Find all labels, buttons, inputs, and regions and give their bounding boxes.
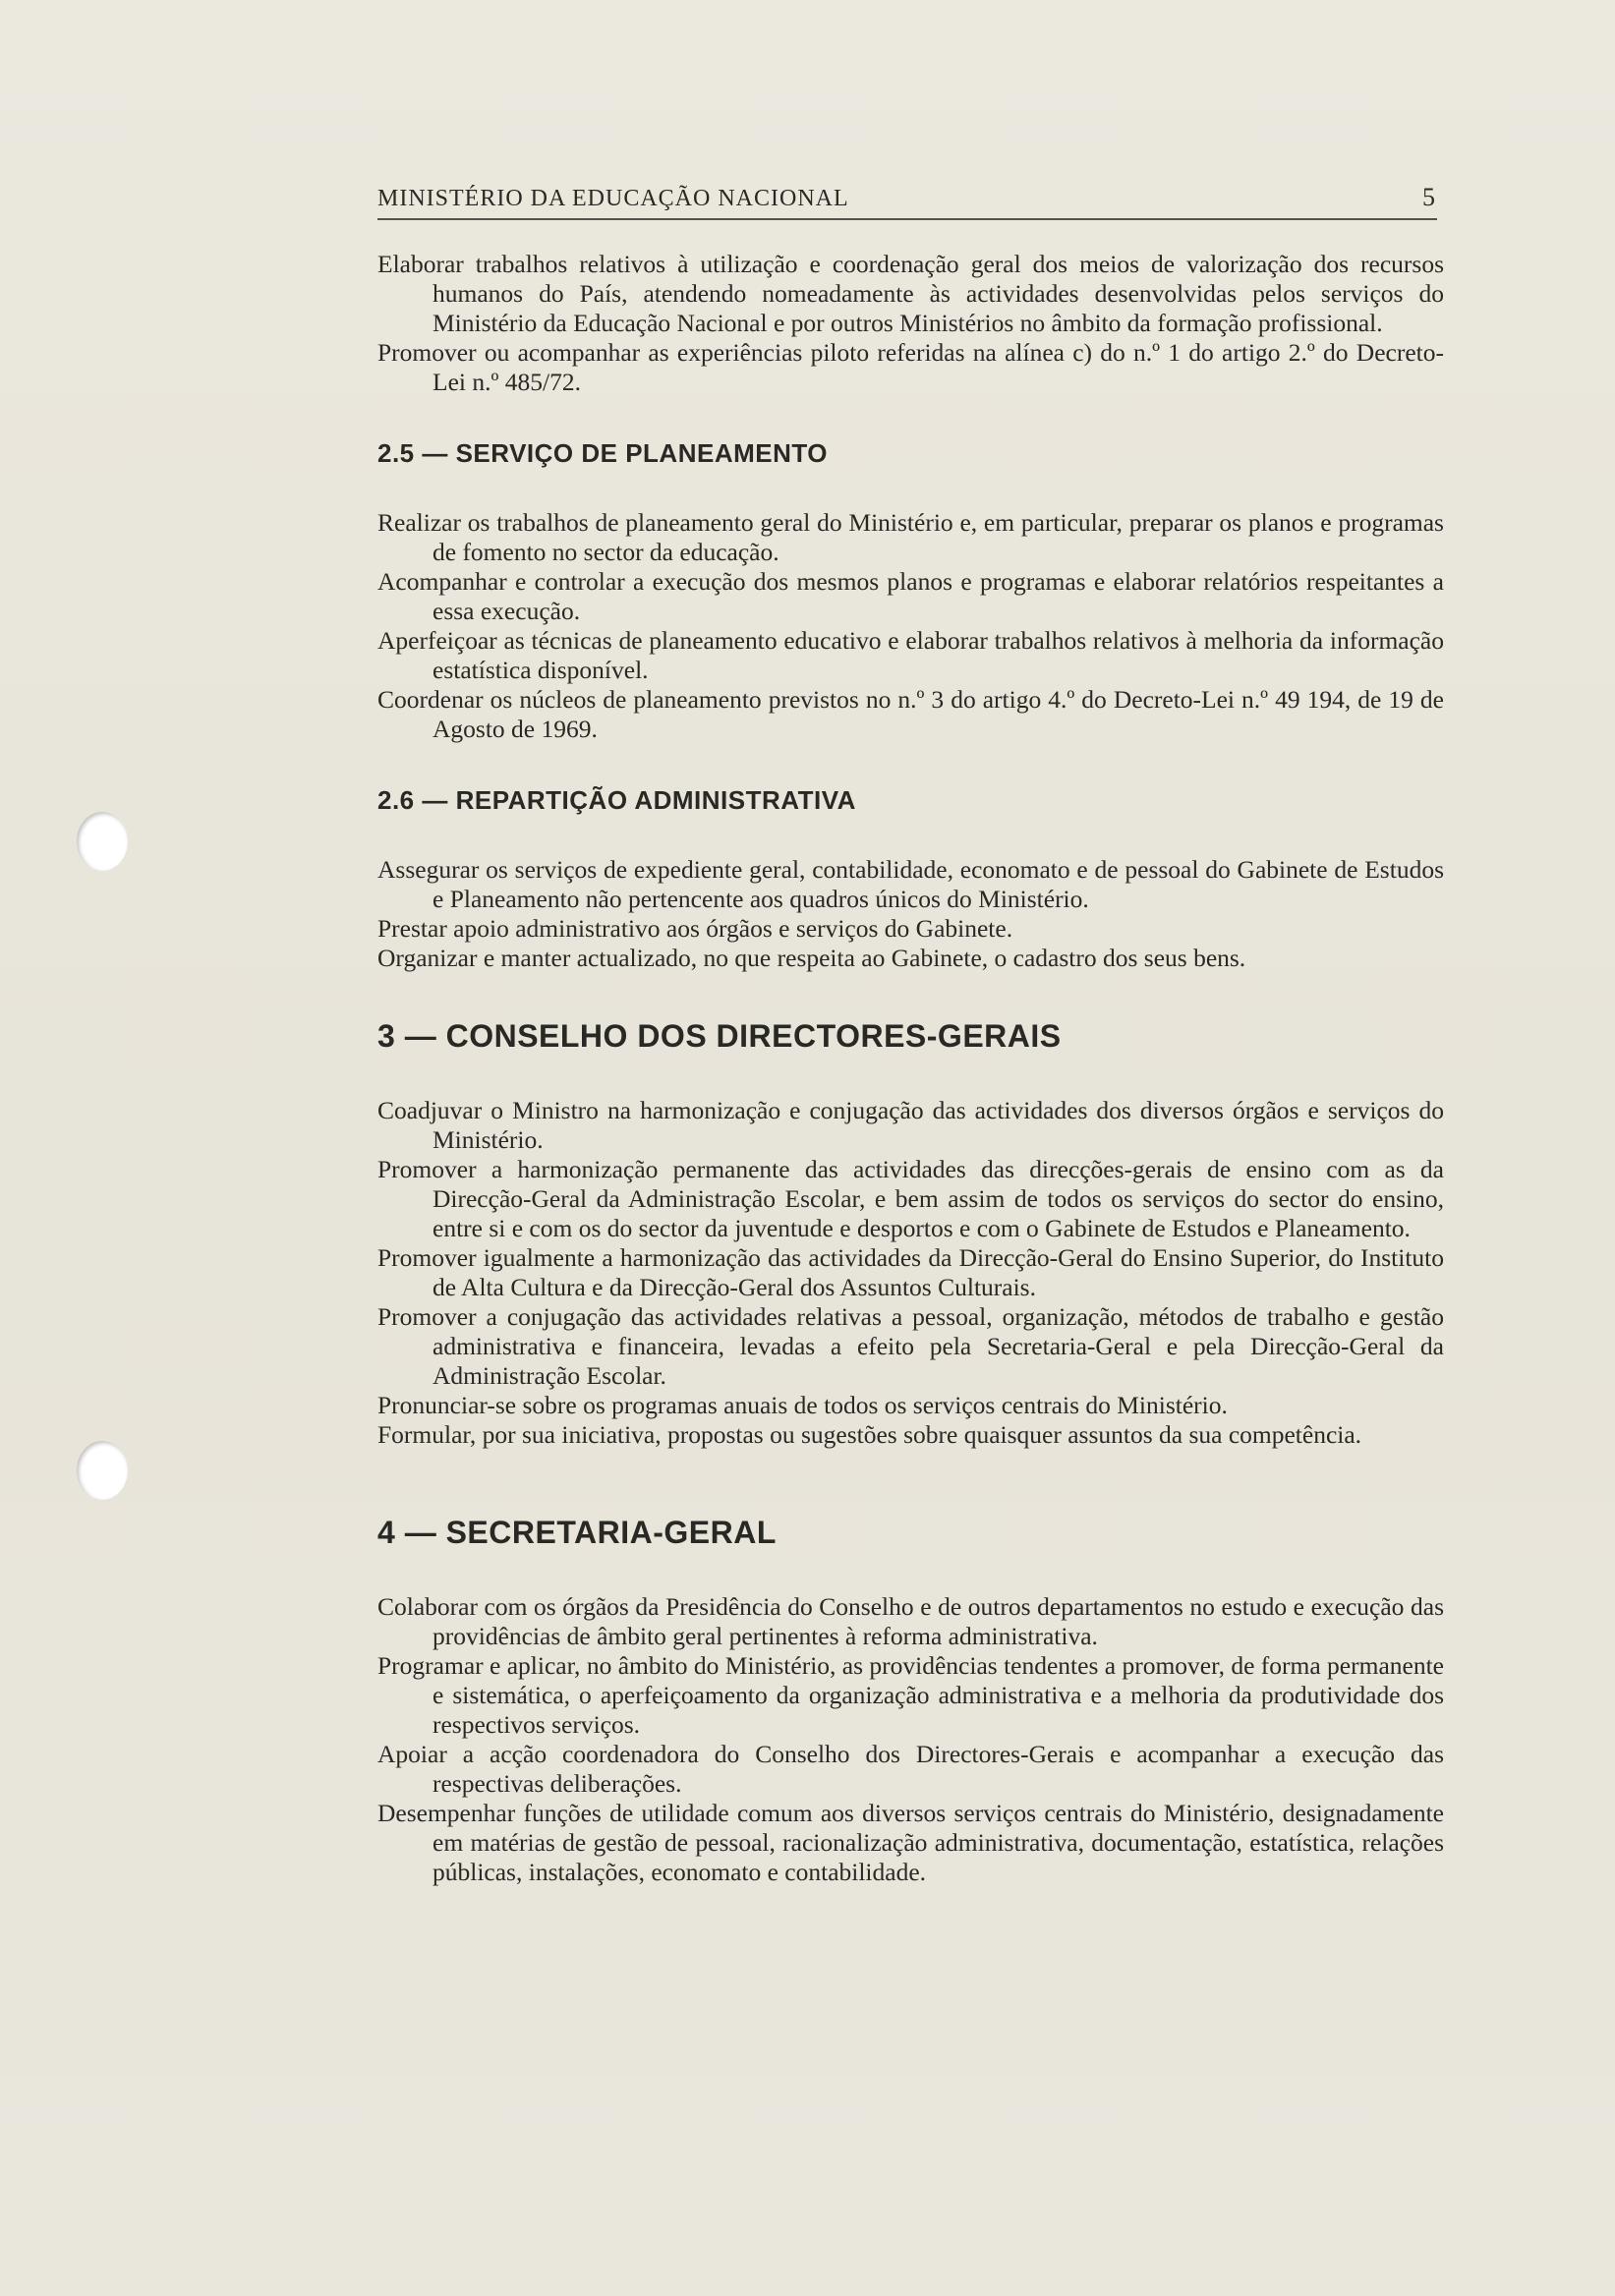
paragraph: Promover ou acompanhar as experiências piloto referidas na alínea c) do n.º 1 do artigo 2.º do Decreto-Lei n.º 485/72. [377, 338, 1444, 396]
running-header [377, 177, 1437, 220]
section-servico-planeamento [377, 438, 1444, 744]
section-reparticao-administrativa [377, 785, 1444, 973]
paragraph: Prestar apoio administrativo aos órgãos e serviços do Gabinete. [377, 914, 1013, 943]
section-heading: 2.5 — SERVIÇO DE PLANEAMENTO [377, 438, 829, 468]
paragraph: Acompanhar e controlar a execução dos mesmos planos e programas e elaborar relatórios respeitantes a essa execução. [377, 567, 1444, 625]
paragraph: Organizar e manter actualizado, no que respeita ao Gabinete, o cadastro dos seus bens. [377, 944, 1246, 972]
paragraph: Promover a harmonização permanente das actividades das direcções-gerais de ensino com as da Direcção-Geral da Administração Escolar, e bem assim de todos os serviços do sector do ensino, entre si e com os do sector da juventude e desportos e com o Gabinete de Estudos e Planeamento. [377, 1155, 1444, 1242]
punch-hole-lower [77, 1441, 128, 1500]
paragraph: Apoiar a acção coordenadora do Conselho dos Directores-Gerais e acompanhar a execução das respectivas deliberações. [377, 1740, 1444, 1798]
paragraph: Aperfeiçoar as técnicas de planeamento educativo e elaborar trabalhos relativos à melhoria da informação estatística disponível. [377, 626, 1444, 684]
paragraph: Formular, por sua iniciativa, propostas ou sugestões sobre quaisquer assuntos da sua competência. [377, 1420, 1362, 1449]
paragraph: Coordenar os núcleos de planeamento previstos no n.º 3 do artigo 4.º do Decreto-Lei n.º 49 194, de 19 de Agosto de 1969. [377, 685, 1444, 743]
paragraph: Promover igualmente a harmonização das actividades da Direcção-Geral do Ensino Superior, do Instituto de Alta Cultura e da Direcção-Geral dos Assuntos Culturais. [377, 1243, 1444, 1301]
section-secretaria-geral [377, 1515, 1444, 1887]
section-conselho-directores-gerais [377, 1018, 1444, 1450]
punch-hole-upper [77, 812, 128, 871]
paragraph: Programar e aplicar, no âmbito do Ministério, as providências tendentes a promover, de forma permanente e sistemática, o aperfeiçoamento da organização administrativa e a melhoria da produtividade dos respectivos serviços. [377, 1651, 1444, 1739]
running-header-title: MINISTÉRIO DA EDUCAÇÃO NACIONAL [377, 186, 849, 211]
page-number: 5 [1422, 183, 1435, 211]
paragraph: Elaborar trabalhos relativos à utilização e coordenação geral dos meios de valorização dos recursos humanos do País, atendendo nomeadamente às actividades desenvolvidas pelos serviços do Ministério da Educação Nacional e por outros Ministérios no âmbito da formação profissional. [377, 250, 1444, 337]
section-heading: 2.6 — REPARTIÇÃO ADMINISTRATIVA [377, 785, 856, 815]
paragraph: Desempenhar funções de utilidade comum aos diversos serviços centrais do Ministério, designadamente em matérias de gestão de pessoal, racionalização administrativa, documentação, estatística, relações públicas, instalações, economato e contabilidade. [377, 1799, 1444, 1886]
paragraph: Assegurar os serviços de expediente geral, contabilidade, economato e de pessoal do Gabinete de Estudos e Planeamento não pertencente aos quadros únicos do Ministério. [377, 855, 1444, 913]
paragraph: Coadjuvar o Ministro na harmonização e conjugação das actividades dos diversos órgãos e serviços do Ministério. [377, 1096, 1444, 1154]
paragraph: Promover a conjugação das actividades relativas a pessoal, organização, métodos de trabalho e gestão administrativa e financeira, levadas a efeito pela Secretaria-Geral e pela Direcção-Geral da Administração Escolar. [377, 1302, 1444, 1390]
document-body [377, 250, 1444, 1887]
paragraph: Pronunciar-se sobre os programas anuais de todos os serviços centrais do Ministério. [377, 1391, 1228, 1419]
paragraph: Colaborar com os órgãos da Presidência do Conselho e de outros departamentos no estudo e execução das providências de âmbito geral pertinentes à reforma administrativa. [377, 1592, 1444, 1650]
intro-block [377, 250, 1444, 397]
section-heading: 3 — CONSELHO DOS DIRECTORES-GERAIS [377, 1018, 1062, 1054]
paragraph: Realizar os trabalhos de planeamento geral do Ministério e, em particular, preparar os planos e programas de fomento no sector da educação. [377, 508, 1444, 566]
section-heading: 4 — SECRETARIA-GERAL [377, 1515, 777, 1550]
